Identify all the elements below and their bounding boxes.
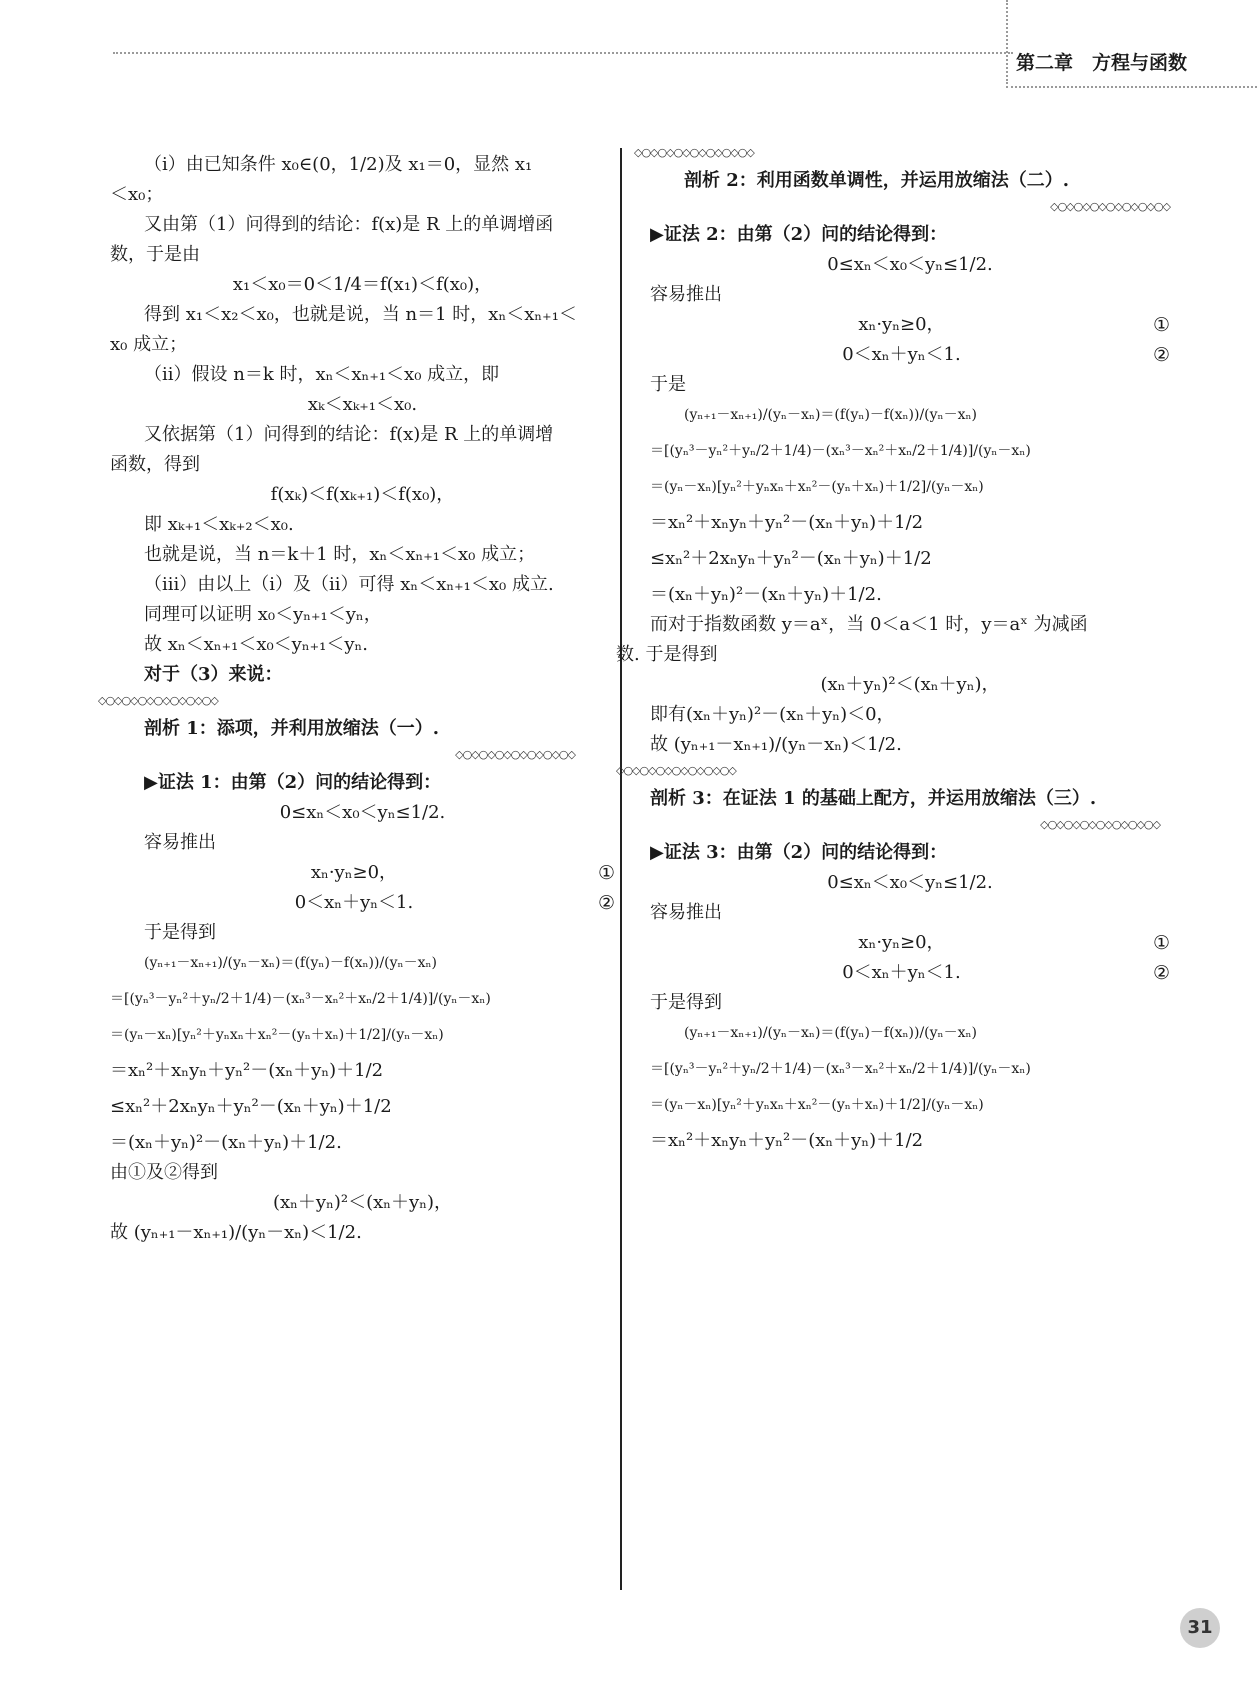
formula-line: ＝[(yₙ³－yₙ²＋yₙ/2＋1/4)－(xₙ³－xₙ²＋xₙ/2＋1/4)]/(yₙ－xₙ) — [650, 443, 1031, 459]
numbered-equation — [110, 888, 615, 918]
proof-heading: ▶证法 1：由第（2）问的结论得到： — [144, 772, 442, 793]
dotted-separator: ◇○◇○◇○◇○◇○◇○◇○◇ — [616, 764, 736, 777]
text-line: 而对于指数函数 y＝aˣ，当 0＜a＜1 时，y＝aˣ 为减函 — [650, 614, 1088, 635]
formula-line: ＝(yₙ－xₙ)[yₙ²＋yₙxₙ＋xₙ²－(yₙ＋xₙ)＋1/2]/(yₙ－xₙ) — [650, 1097, 984, 1113]
formula-line: (xₙ＋yₙ)²＜(xₙ＋yₙ)， — [272, 1192, 453, 1213]
text-line: 也就是说，当 n＝k＋1 时，xₙ＜xₙ₊₁＜x₀ 成立； — [144, 544, 536, 565]
equation: 0＜xₙ＋yₙ＜1. — [842, 344, 961, 365]
header-dotted-rule — [113, 52, 1013, 54]
text-line: 对于（3）来说： — [144, 664, 283, 685]
formula-line: ＝(yₙ－xₙ)[yₙ²＋yₙxₙ＋xₙ²－(yₙ＋xₙ)＋1/2]/(yₙ－xₙ) — [110, 1027, 444, 1043]
equation: 0＜xₙ＋yₙ＜1. — [294, 892, 414, 913]
text-line: 容易推出 — [650, 902, 722, 923]
formula-line: ＝xₙ²＋xₙyₙ＋yₙ²－(xₙ＋yₙ)＋1/2 — [650, 1130, 924, 1151]
text-line: 于是 — [650, 374, 686, 395]
text-line: 数，于是由 — [110, 244, 200, 265]
equation-number: ② — [597, 892, 615, 914]
text-line: 函数，得到 — [110, 454, 200, 475]
text-line: （ⅲ）由以上（ⅰ）及（ⅱ）可得 xₙ＜xₙ₊₁＜x₀ 成立. — [144, 574, 554, 595]
text-line: 数. 于是得到 — [616, 644, 718, 665]
formula-line: ＝(yₙ－xₙ)[yₙ²＋yₙxₙ＋xₙ²－(yₙ＋xₙ)＋1/2]/(yₙ－xₙ) — [650, 479, 984, 495]
proof-heading: ▶证法 2：由第（2）问的结论得到： — [650, 224, 948, 245]
formula-line: f(xₖ)＜f(xₖ₊₁)＜f(x₀)， — [270, 484, 455, 505]
text-line: 又依据第（1）问得到的结论：f(x)是 R 上的单调增 — [144, 424, 554, 445]
equation: xₙ·yₙ≥0， — [858, 314, 945, 335]
numbered-equation — [650, 958, 1170, 988]
equation: xₙ·yₙ≥0， — [858, 932, 945, 953]
analysis-heading: 剖析 3：在证法 1 的基础上配方，并运用放缩法（三）. — [650, 788, 1097, 809]
text-line: 由①及②得到 — [110, 1162, 218, 1183]
proof-heading: ▶证法 3：由第（2）问的结论得到： — [650, 842, 948, 863]
right-column — [616, 142, 1170, 1156]
text-line: 同理可以证明 x₀＜yₙ₊₁＜yₙ， — [144, 604, 382, 625]
formula-line: 故 (yₙ₊₁－xₙ₊₁)/(yₙ－xₙ)＜1/2. — [650, 734, 902, 755]
formula-line: (yₙ₊₁－xₙ₊₁)/(yₙ－xₙ)＝(f(yₙ)－f(xₙ))/(yₙ－xₙ) — [684, 407, 978, 423]
analysis-heading: 剖析 1：添项，并利用放缩法（一）. — [144, 718, 440, 739]
text-line: x₀ 成立； — [110, 334, 188, 355]
formula-line: ≤xₙ²＋2xₙyₙ＋yₙ²－(xₙ＋yₙ)＋1/2 — [650, 548, 932, 569]
formula-line: 故 (yₙ₊₁－xₙ₊₁)/(yₙ－xₙ)＜1/2. — [110, 1222, 362, 1243]
dotted-separator: ◇○◇○◇○◇○◇○◇○◇○◇ — [1050, 200, 1170, 213]
equation-number: ② — [1152, 344, 1170, 366]
text-line: 又由第（1）问得到的结论：f(x)是 R 上的单调增函 — [144, 214, 554, 235]
equation: xₙ·yₙ≥0， — [310, 862, 398, 883]
equation-number: ② — [1152, 962, 1170, 984]
formula-line: 0≤xₙ＜x₀＜yₙ≤1/2. — [279, 802, 446, 823]
formula-line: 0≤xₙ＜x₀＜yₙ≤1/2. — [827, 254, 993, 275]
text-line: （ⅱ）假设 n＝k 时，xₙ＜xₙ₊₁＜x₀ 成立，即 — [144, 364, 500, 385]
text-line: 得到 x₁＜x₂＜x₀，也就是说，当 n＝1 时，xₙ＜xₙ₊₁＜ — [144, 304, 577, 325]
text-line: 于是得到 — [144, 922, 216, 943]
dotted-separator: ◇○◇○◇○◇○◇○◇○◇○◇ — [1040, 818, 1160, 831]
column-divider — [620, 148, 622, 1590]
formula-line: ＝(xₙ＋yₙ)²－(xₙ＋yₙ)＋1/2. — [110, 1132, 342, 1153]
page-number: 31 — [1180, 1608, 1220, 1648]
formula-line: (yₙ₊₁－xₙ₊₁)/(yₙ－xₙ)＝(f(yₙ)－f(xₙ))/(yₙ－xₙ) — [144, 955, 438, 971]
header-vertical-rule — [1006, 0, 1008, 84]
text-line: ＜x₀； — [110, 184, 164, 205]
text-line: 容易推出 — [650, 284, 722, 305]
text-line: 容易推出 — [144, 832, 216, 853]
equation: 0＜xₙ＋yₙ＜1. — [842, 962, 961, 983]
formula-line: ＝xₙ²＋xₙyₙ＋yₙ²－(xₙ＋yₙ)＋1/2 — [650, 512, 924, 533]
dotted-separator: ◇○◇○◇○◇○◇○◇○◇○◇ — [455, 748, 575, 761]
dotted-separator: ◇○◇○◇○◇○◇○◇○◇○◇ — [634, 146, 754, 159]
equation-number: ① — [1152, 314, 1170, 336]
chapter-title: 第二章 方程与函数 — [1016, 52, 1188, 74]
numbered-equation — [110, 858, 615, 888]
formula-line: ＝[(yₙ³－yₙ²＋yₙ/2＋1/4)－(xₙ³－xₙ²＋xₙ/2＋1/4)]/(yₙ－xₙ) — [650, 1061, 1031, 1077]
text-line: 即有(xₙ＋yₙ)²－(xₙ＋yₙ)＜0， — [650, 704, 895, 725]
text-line: 即 xₖ₊₁＜xₖ₊₂＜x₀. — [144, 514, 294, 535]
text-line: 故 xₙ＜xₙ₊₁＜x₀＜yₙ₊₁＜yₙ. — [144, 634, 369, 655]
formula-line: ＝(xₙ＋yₙ)²－(xₙ＋yₙ)＋1/2. — [650, 584, 882, 605]
numbered-equation — [650, 928, 1170, 958]
text-line: 于是得到 — [650, 992, 722, 1013]
numbered-equation — [650, 310, 1170, 340]
formula-line: ≤xₙ²＋2xₙyₙ＋yₙ²－(xₙ＋yₙ)＋1/2 — [110, 1096, 392, 1117]
formula-line: ＝[(yₙ³－yₙ²＋yₙ/2＋1/4)－(xₙ³－xₙ²＋xₙ/2＋1/4)]/(yₙ－xₙ) — [110, 991, 491, 1007]
formula-line: xₖ＜xₖ₊₁＜x₀. — [307, 394, 418, 415]
numbered-equation — [650, 340, 1170, 370]
formula-line: 0≤xₙ＜x₀＜yₙ≤1/2. — [827, 872, 993, 893]
text-line: （ⅰ）由已知条件 x₀∈(0，1/2)及 x₁＝0，显然 x₁ — [144, 154, 533, 175]
formula-line: (yₙ₊₁－xₙ₊₁)/(yₙ－xₙ)＝(f(yₙ)－f(xₙ))/(yₙ－xₙ) — [684, 1025, 978, 1041]
equation-number: ① — [1152, 932, 1170, 954]
analysis-heading: 剖析 2：利用函数单调性，并运用放缩法（二）. — [684, 170, 1070, 191]
formula-line: ＝xₙ²＋xₙyₙ＋yₙ²－(xₙ＋yₙ)＋1/2 — [110, 1060, 384, 1081]
header-bottom-rule — [1006, 86, 1257, 88]
formula-line: x₁＜x₀＝0＜1/4＝f(x₁)＜f(x₀)， — [232, 274, 493, 295]
left-column — [98, 150, 615, 1248]
dotted-separator: ◇○◇○◇○◇○◇○◇○◇○◇ — [98, 694, 218, 707]
formula-line: (xₙ＋yₙ)²＜(xₙ＋yₙ)， — [820, 674, 1000, 695]
equation-number: ① — [597, 862, 615, 884]
